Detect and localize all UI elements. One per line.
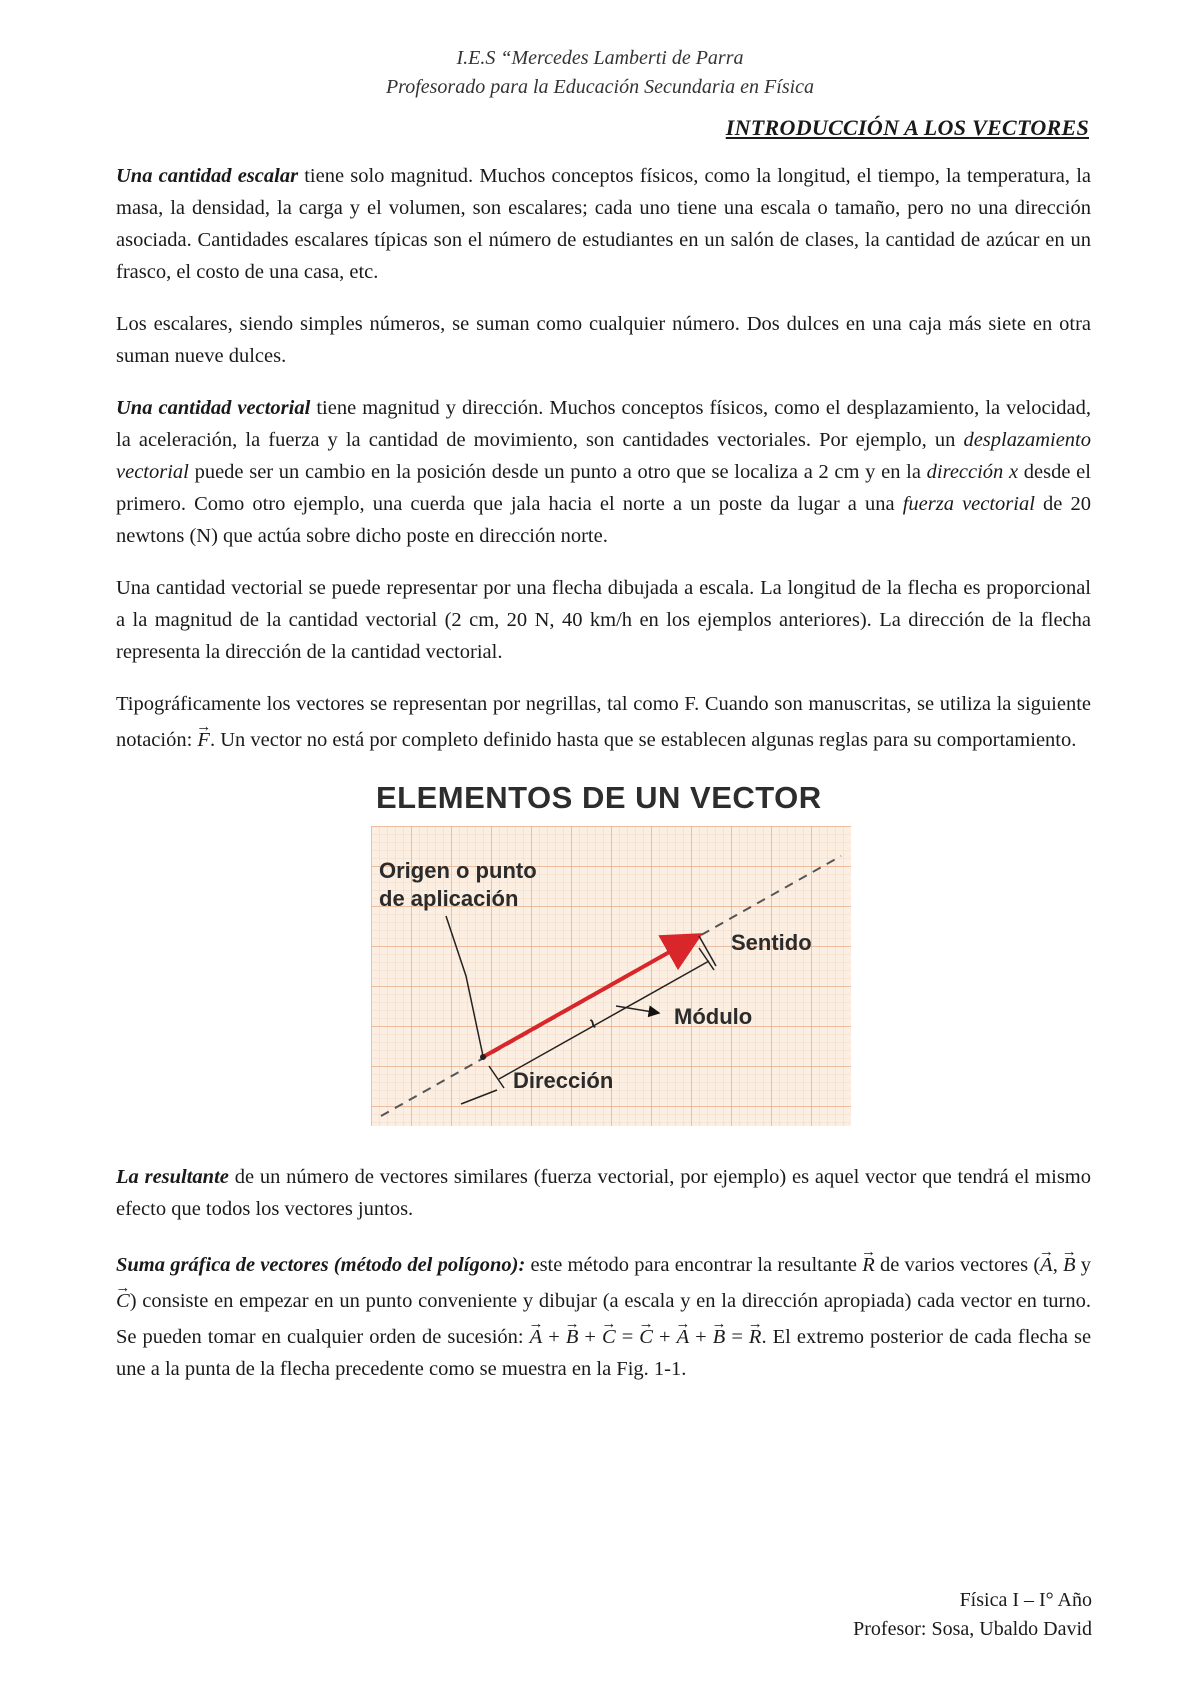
program-name: Profesorado para la Educación Secundaria en Física bbox=[385, 76, 815, 98]
emphasis-text: fuerza vectorial bbox=[902, 493, 1035, 515]
vector-symbol: → C bbox=[116, 1281, 130, 1317]
paragraph-text: tiene solo magnitud. Muchos conceptos físicos, como la longitud, el tiempo, la temperatura, la masa, la densidad, la carga y el volumen, son escalares; cada uno tiene una escala o tamaño, pero no una dirección asociada. Cantidades escalares típicas son el número de estudiantes en un salón de clases, la cantidad de azúcar en un frasco, el costo de una casa, etc. bbox=[116, 165, 1091, 283]
vector-symbol: → R bbox=[862, 1245, 875, 1281]
paragraph-text: de varios vectores ( bbox=[874, 1254, 1041, 1276]
paragraph-text: de 20 newtons (N) que actúa sobre dicho poste en dirección norte. bbox=[116, 493, 1091, 547]
vector-symbol: → C bbox=[639, 1317, 653, 1353]
vector-symbol: → C bbox=[602, 1317, 616, 1353]
paragraph-text: este método para encontrar la resultante bbox=[525, 1254, 863, 1276]
paragraph-resultant bbox=[116, 1161, 1091, 1225]
operator: + bbox=[542, 1326, 566, 1348]
vector-symbol: → B bbox=[713, 1317, 726, 1353]
emphasis-text: dirección x bbox=[926, 461, 1019, 483]
document-header bbox=[0, 44, 1200, 102]
emphasis-text: desplazamiento vectorial bbox=[116, 429, 1091, 483]
paragraph-text: Tipográficamente los vectores se representan por negrillas, tal como F. Cuando son manuscritas, se utiliza la siguiente notación: bbox=[116, 693, 1091, 751]
vector-elements-figure bbox=[116, 776, 1091, 1141]
paragraph-text: ) consiste en empezar en un punto conveniente y dibujar (a escala y en la dirección apropiada) cada vector en turno. Se pueden tomar en cualquier orden de sucesión: bbox=[116, 1290, 1091, 1348]
vector-symbol: → A bbox=[677, 1317, 690, 1353]
document-title: INTRODUCCIÓN A LOS VECTORES bbox=[725, 115, 1089, 140]
paragraph-text: . Un vector no está por completo definido hasta que se establecen algunas reglas para su comportamiento. bbox=[209, 729, 1077, 751]
document-footer bbox=[853, 1586, 1092, 1644]
paragraph-arrow-representation bbox=[116, 572, 1091, 668]
paragraph-text: puede ser un cambio en la posición desde un punto a otro que se localiza a 2 cm y en la bbox=[188, 461, 927, 483]
paragraph-polygon-method bbox=[116, 1245, 1091, 1385]
figure-title: ELEMENTOS DE UN VECTOR bbox=[376, 780, 822, 815]
paragraph-text: desde el primero. Como otro ejemplo, una cuerda que jala hacia el norte a un poste da lugar a una bbox=[116, 461, 1091, 515]
punctuation: , bbox=[1052, 1254, 1064, 1276]
module-symbol: ~ bbox=[581, 1014, 605, 1034]
paragraph-text: Los escalares, siendo simples números, se suman como cualquier número. Dos dulces en una caja más siete en otra suman nueve dulces. bbox=[116, 313, 1091, 367]
vector-symbol: → A bbox=[530, 1317, 543, 1353]
teacher-name: Profesor: Sosa, Ubaldo David bbox=[853, 1618, 1092, 1640]
paragraph-text: tiene magnitud y dirección. Muchos conceptos físicos, como el desplazamiento, la velocidad, la aceleración, la fuerza y la cantidad de movimiento, son cantidades vectoriales. Por ejemplo, un bbox=[116, 397, 1091, 451]
operator: = bbox=[615, 1326, 640, 1348]
label-origin-line1: Origen o punto bbox=[379, 858, 537, 883]
term-scalar: Una cantidad escalar bbox=[116, 165, 299, 187]
label-module: Módulo bbox=[674, 1004, 753, 1029]
operator: + bbox=[578, 1326, 602, 1348]
paragraph-text: y bbox=[1075, 1254, 1092, 1276]
label-sense: Sentido bbox=[731, 930, 812, 955]
vector-diagram bbox=[371, 826, 851, 1126]
vector-symbol: → B bbox=[566, 1317, 579, 1353]
term-vector: Una cantidad vectorial bbox=[116, 397, 311, 419]
label-direction: Dirección bbox=[513, 1068, 614, 1093]
paragraph-scalar-sum bbox=[116, 308, 1091, 372]
document-body bbox=[116, 160, 1091, 1405]
vector-sum-equation bbox=[530, 1326, 762, 1348]
operator: = bbox=[725, 1326, 749, 1348]
operator: + bbox=[652, 1326, 677, 1348]
term-polygon-method: Suma gráfica de vectores (método del polígono): bbox=[116, 1254, 526, 1276]
paragraph-vector bbox=[116, 392, 1091, 552]
origin-point bbox=[480, 1054, 486, 1060]
course-name: Física I – I° Año bbox=[959, 1589, 1092, 1611]
paragraph-text: de un número de vectores similares (fuerza vectorial, por ejemplo) es aquel vector que tendrá el mismo efecto que todos los vectores juntos. bbox=[116, 1166, 1091, 1220]
paragraph-text: . El extremo posterior de cada flecha se une a la punta de la flecha precedente como se muestra en la Fig. 1-1. bbox=[116, 1326, 1092, 1380]
paragraph-text: Una cantidad vectorial se puede representar por una flecha dibujada a escala. La longitud de la flecha es proporcional a la magnitud de la cantidad vectorial (2 cm, 20 N, 40 km/h en los ejemplos anteriores). La dirección de la flecha representa la dirección de la cantidad vectorial. bbox=[116, 577, 1091, 663]
vector-symbol: → F bbox=[197, 720, 210, 756]
vector-symbol: → A bbox=[1040, 1245, 1053, 1281]
vector-symbol: → R bbox=[749, 1317, 762, 1353]
paragraph-notation bbox=[116, 688, 1091, 756]
label-origin-line2: de aplicación bbox=[379, 886, 519, 911]
operator: + bbox=[689, 1326, 713, 1348]
paragraph-scalar bbox=[116, 160, 1091, 288]
term-resultant: La resultante bbox=[116, 1166, 229, 1188]
school-name: I.E.S “Mercedes Lamberti de Parra bbox=[456, 47, 744, 69]
vector-symbol: → B bbox=[1063, 1245, 1076, 1281]
